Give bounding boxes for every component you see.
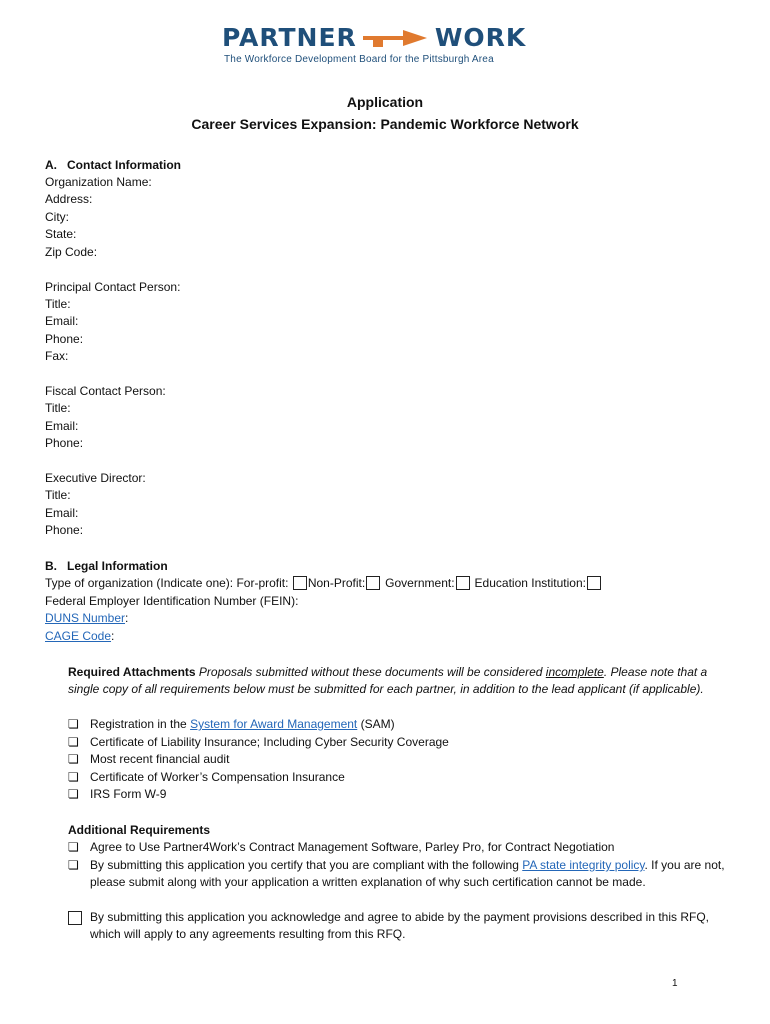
field-state: State: — [45, 227, 77, 241]
for-profit-checkbox[interactable] — [293, 576, 307, 590]
additional-item-parley-pro — [68, 839, 614, 856]
checkbox-bullet-icon: ❏ — [68, 787, 79, 801]
additional-item-integrity — [90, 857, 730, 892]
section-b-heading — [45, 558, 168, 575]
field-executive-title: Title: — [45, 488, 71, 502]
required-item-audit — [68, 751, 229, 768]
required-item1-post: (SAM) — [360, 717, 395, 731]
required-item5-text: IRS Form W-9 — [90, 787, 167, 801]
field-fiscal-contact: Fiscal Contact Person: — [45, 384, 166, 398]
field-city: City: — [45, 210, 69, 224]
non-profit-checkbox[interactable] — [366, 576, 380, 590]
section-a-letter: A. — [45, 158, 57, 172]
field-executive-email: Email: — [45, 506, 79, 520]
checkbox-bullet-icon: ❏ — [68, 735, 79, 749]
required-attachments-paragraph — [68, 664, 733, 699]
required-item1-text: Registration in the — [90, 717, 187, 731]
logo-word-right: WORK — [434, 23, 527, 52]
org-type-label: Type of organization (Indicate one): For-profit: — [45, 576, 289, 590]
logo-arrow-icon — [361, 27, 431, 49]
page-title: Application — [346, 94, 424, 110]
field-principal-email: Email: — [45, 314, 79, 328]
required-item-workers-comp — [68, 769, 345, 786]
payment-provisions-checkbox[interactable] — [68, 911, 82, 925]
required-item-liability — [68, 734, 449, 751]
field-fein: Federal Employer Identification Number (FEIN): — [45, 594, 299, 608]
additional-item2-pre: By submitting this application you certify that you are compliant with the following — [90, 858, 519, 872]
cage-code-link[interactable]: CAGE Code — [45, 629, 112, 643]
org-type-line — [45, 575, 602, 592]
additional-requirements-heading: Additional Requirements — [68, 823, 211, 837]
field-principal-fax: Fax: — [45, 349, 69, 363]
required-item3-text: Most recent financial audit — [90, 752, 230, 766]
additional-item-payment: By submitting this application you acknowledge and agree to abide by the payment provisions described in this RFQ, which will apply to any agreements resulting from this RFQ. — [90, 910, 710, 942]
government-checkbox[interactable] — [456, 576, 470, 590]
field-executive-phone: Phone: — [45, 523, 84, 537]
cage-colon: : — [111, 629, 115, 643]
cage-line — [45, 628, 114, 645]
field-principal-title: Title: — [45, 297, 71, 311]
field-fiscal-title: Title: — [45, 401, 71, 415]
field-principal-phone: Phone: — [45, 332, 84, 346]
required-item-sam — [68, 716, 395, 733]
sam-link[interactable]: System for Award Management — [190, 717, 358, 731]
education-checkbox[interactable] — [587, 576, 601, 590]
section-a-heading — [45, 157, 181, 174]
education-label: Education Institution: — [474, 576, 586, 590]
checkbox-bullet-icon: ❏ — [68, 752, 79, 766]
duns-number-link[interactable]: DUNS Number — [45, 611, 126, 625]
field-address: Address: — [45, 192, 93, 206]
required-item2-text: Certificate of Liability Insurance; Including Cyber Security Coverage — [90, 735, 449, 749]
page-number: 1 — [672, 978, 678, 989]
pa-integrity-policy-link[interactable]: PA state integrity policy — [522, 858, 645, 872]
required-item-w9 — [68, 786, 166, 803]
section-b-title: Legal Information — [67, 559, 168, 573]
required-item4-text: Certificate of Worker’s Compensation Insurance — [90, 770, 345, 784]
field-fiscal-email: Email: — [45, 419, 79, 433]
field-fiscal-phone: Phone: — [45, 436, 84, 450]
field-executive-director: Executive Director: — [45, 471, 146, 485]
logo-tagline: The Workforce Development Board for the Pittsburgh Area — [224, 54, 494, 65]
checkbox-bullet-icon: ❏ — [68, 717, 79, 731]
page-subtitle: Career Services Expansion: Pandemic Workforce Network — [191, 116, 579, 132]
required-intro-a: Proposals submitted without these documents will be considered — [198, 665, 543, 679]
section-b-letter: B. — [45, 559, 57, 573]
checkbox-bullet-icon: ❏ — [68, 770, 79, 784]
partner4work-logo — [222, 24, 562, 68]
section-a-title: Contact Information — [67, 158, 181, 172]
additional-item2-post: . If you are not, please submit along with your application a written explanation of why such certification cannot be made. — [90, 858, 725, 890]
required-intro-b: . Please note that a single copy of all requirements below must be submitted for each partner, in addition to the lead applicant (if applicable). — [68, 665, 708, 697]
duns-colon: : — [125, 611, 129, 625]
field-zip-code: Zip Code: — [45, 245, 98, 259]
non-profit-label: Non-Profit: — [307, 576, 366, 590]
additional-item1-text: Agree to Use Partner4Work’s Contract Management Software, Parley Pro, for Contract Negotiation — [90, 840, 615, 854]
field-principal-contact: Principal Contact Person: — [45, 280, 181, 294]
required-attachments-heading: Required Attachments — [68, 665, 196, 679]
checkbox-bullet-icon: ❏ — [68, 858, 79, 872]
logo-word-left: PARTNER — [222, 23, 357, 52]
duns-line — [45, 610, 128, 627]
government-label: Government: — [385, 576, 455, 590]
checkbox-bullet-icon: ❏ — [68, 840, 79, 854]
required-intro-incomplete: incomplete — [545, 665, 604, 679]
field-organization-name: Organization Name: — [45, 175, 152, 189]
additional-item-integrity-bullet — [68, 857, 90, 874]
